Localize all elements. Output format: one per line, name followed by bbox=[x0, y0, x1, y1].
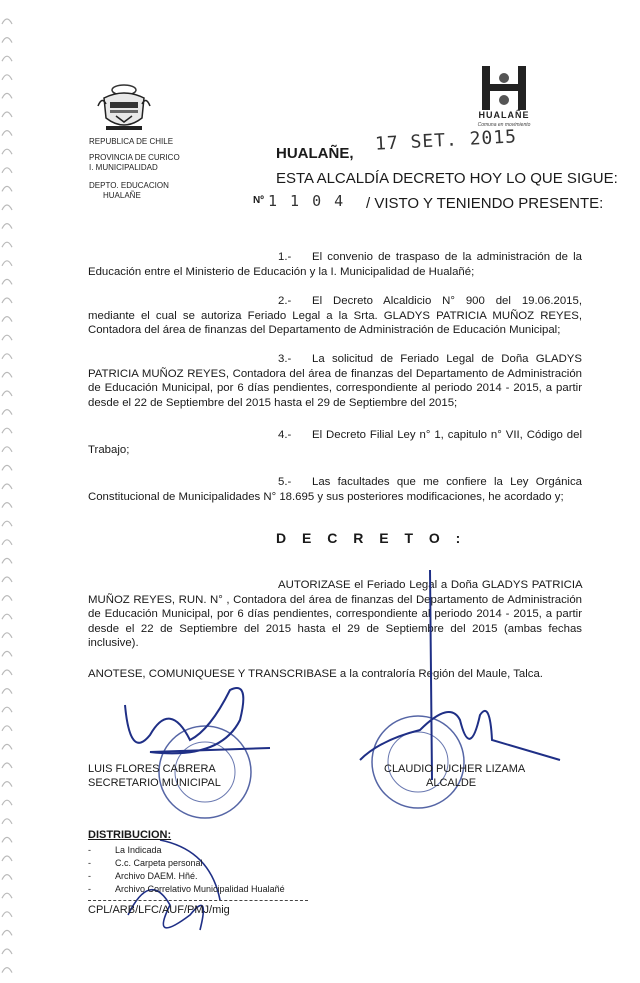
logo-name: HUALAÑE bbox=[478, 110, 530, 120]
distribution-title: DISTRIBUCION: bbox=[88, 829, 172, 841]
left-signature-icon bbox=[125, 688, 270, 753]
binder-rings-icon bbox=[0, 0, 14, 983]
considerando-5 bbox=[88, 475, 582, 504]
considerando-number: 1.- bbox=[278, 251, 292, 263]
decree-intro-line: ESTA ALCALDÍA DECRETO HOY LO QUE SIGUE: bbox=[276, 170, 618, 187]
considerando-first-line: El convenio de traspaso de la administración de la bbox=[312, 251, 582, 263]
distribution-item: - C.c. Carpeta personal bbox=[88, 858, 203, 868]
drafter-initials: CPL/ARB/LFC/AUF/PMJ/mig bbox=[88, 904, 230, 916]
considerando-first-line: La solicitud de Feriado Legal de Doña GLADYS bbox=[312, 353, 582, 365]
logo-tagline: Comuna en movimiento bbox=[477, 122, 531, 128]
considerando-2 bbox=[88, 294, 582, 338]
decreto-closing: ANOTESE, COMUNIQUESE Y TRANSCRIBASE a la contraloría Región del Maule, Talca. bbox=[88, 668, 543, 680]
header-provincia: PROVINCIA DE CURICO bbox=[89, 153, 180, 162]
considerando-4 bbox=[88, 428, 582, 457]
considerando-1 bbox=[88, 250, 582, 279]
right-signer-title: ALCALDE bbox=[426, 777, 477, 789]
distribution-divider bbox=[88, 900, 308, 901]
decreto-title: D E C R E T O : bbox=[276, 530, 467, 546]
stamped-decree-number: 1 1 0 4 bbox=[268, 192, 346, 210]
considerando-3 bbox=[88, 352, 582, 410]
distribution-item: - Archivo DAEM. Hñé. bbox=[88, 871, 198, 881]
distribution-item: - Archivo Correlativo Municipalidad Hualañé bbox=[88, 884, 285, 894]
right-signer-name: CLAUDIO PUCHER LIZAMA bbox=[384, 763, 526, 775]
considerando-body: PATRICIA MUÑOZ REYES, Contadora del área de finanzas del Departamento de Administración de Educación Municipal, por 6 días pendientes, correspondiente al periodo 2014 - 2015, a partir desde el 22 de Septiembre del 2015 hasta el 29 de Septiembre del 2015; bbox=[88, 367, 582, 409]
stamped-date: 17 SET. 2015 bbox=[374, 126, 518, 155]
header-hualane: HUALAÑE bbox=[103, 191, 141, 200]
number-prefix: Nº bbox=[253, 195, 264, 206]
considerando-number: 4.- bbox=[278, 429, 292, 441]
header-depto: DEPTO. EDUCACION bbox=[89, 181, 169, 190]
considerando-number: 5.- bbox=[278, 476, 292, 488]
header-municipalidad: I. MUNICIPALIDAD bbox=[89, 163, 158, 172]
decreto-first-line: AUTORIZASE el Feriado Legal a Doña GLADYS PATRICIA bbox=[278, 579, 582, 591]
left-signer-name: LUIS FLORES CABRERA bbox=[88, 763, 216, 775]
left-signer-title: SECRETARIO MUNICIPAL bbox=[88, 777, 221, 789]
considerando-number: 3.- bbox=[278, 353, 292, 365]
considerando-first-line: El Decreto Filial Ley n° 1, capitulo n° VII, Código del bbox=[312, 429, 582, 441]
considerando-first-line: El Decreto Alcaldicio N° 900 del 19.06.2015, mediante bbox=[88, 295, 582, 322]
considerando-body: Trabajo; bbox=[88, 443, 130, 456]
considerando-number: 2.- bbox=[278, 295, 292, 307]
considerando-body: Constitucional de Municipalidades N° 18.695 y sus posteriores modificaciones, he acordado y; bbox=[88, 490, 564, 503]
considerando-first-line: Las facultades que me confiere la Ley Orgánica bbox=[312, 476, 582, 488]
considerando-body: Educación entre el Ministerio de Educación y la I. Municipalidad de Hualañé; bbox=[88, 265, 475, 278]
city-heading: HUALAÑE, bbox=[276, 145, 354, 162]
header-republica: REPUBLICA DE CHILE bbox=[89, 137, 174, 146]
chile-coat-of-arms-icon bbox=[96, 80, 152, 134]
distribution-item: - La Indicada bbox=[88, 845, 162, 855]
considerando-body: el cual se autoriza Feriado Legal a la Srta. GLADYS PATRICIA MUÑOZ REYES, Contadora del área de finanzas del Departamento de Administración de Educación Municipal; bbox=[88, 309, 582, 336]
visto-line: / VISTO Y TENIENDO PRESENTE: bbox=[366, 195, 604, 212]
decreto-body bbox=[88, 578, 582, 651]
decreto-rest: MUÑOZ REYES, RUN. N° , Contadora del área de finanzas del Departamento de Administración de Educación Municipal, por 6 días pendientes, correspondiente al periodo 2014 - 2015, a partir desde el 22 de Septiembre del 2015 hasta el 29 de Septiembre del 2015 (ambas fechas inclusive). bbox=[88, 593, 582, 649]
